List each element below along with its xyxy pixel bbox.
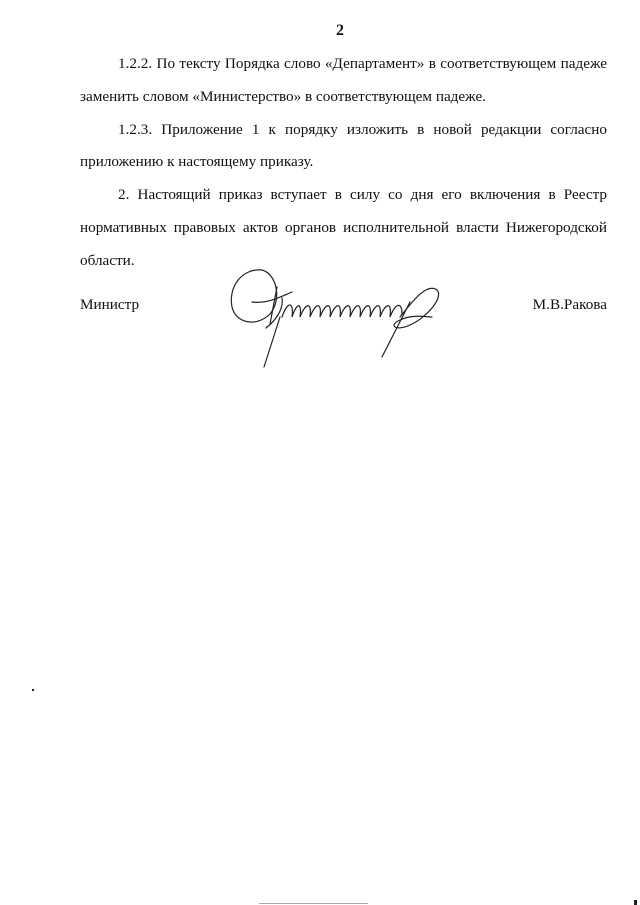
page-number: 2 <box>336 22 344 39</box>
paragraph-line: приложению к настоящему приказу. <box>80 153 314 170</box>
signatory-name: М.В.Ракова <box>532 296 607 313</box>
paragraph-line: заменить словом «Министерство» в соответствующем падеже. <box>80 88 486 105</box>
scan-artifact <box>634 900 637 905</box>
paragraph-line: 1.2.3. Приложение 1 к порядку изложить в новой редакции согласно <box>118 121 607 138</box>
paragraph-line: 1.2.2. По тексту Порядка слово «Департамент» в соответствующем падеже <box>118 55 607 72</box>
paragraph-line: 2. Настоящий приказ вступает в силу со дня его включения в Реестр <box>118 186 607 203</box>
footer-rule <box>259 903 368 904</box>
scan-artifact <box>32 689 34 691</box>
signatory-role: Министр <box>80 296 140 313</box>
paragraph-line: нормативных правовых актов органов исполнительной власти Нижегородской <box>80 219 607 236</box>
paragraph-line: области. <box>80 252 135 269</box>
handwritten-signature <box>222 262 452 374</box>
